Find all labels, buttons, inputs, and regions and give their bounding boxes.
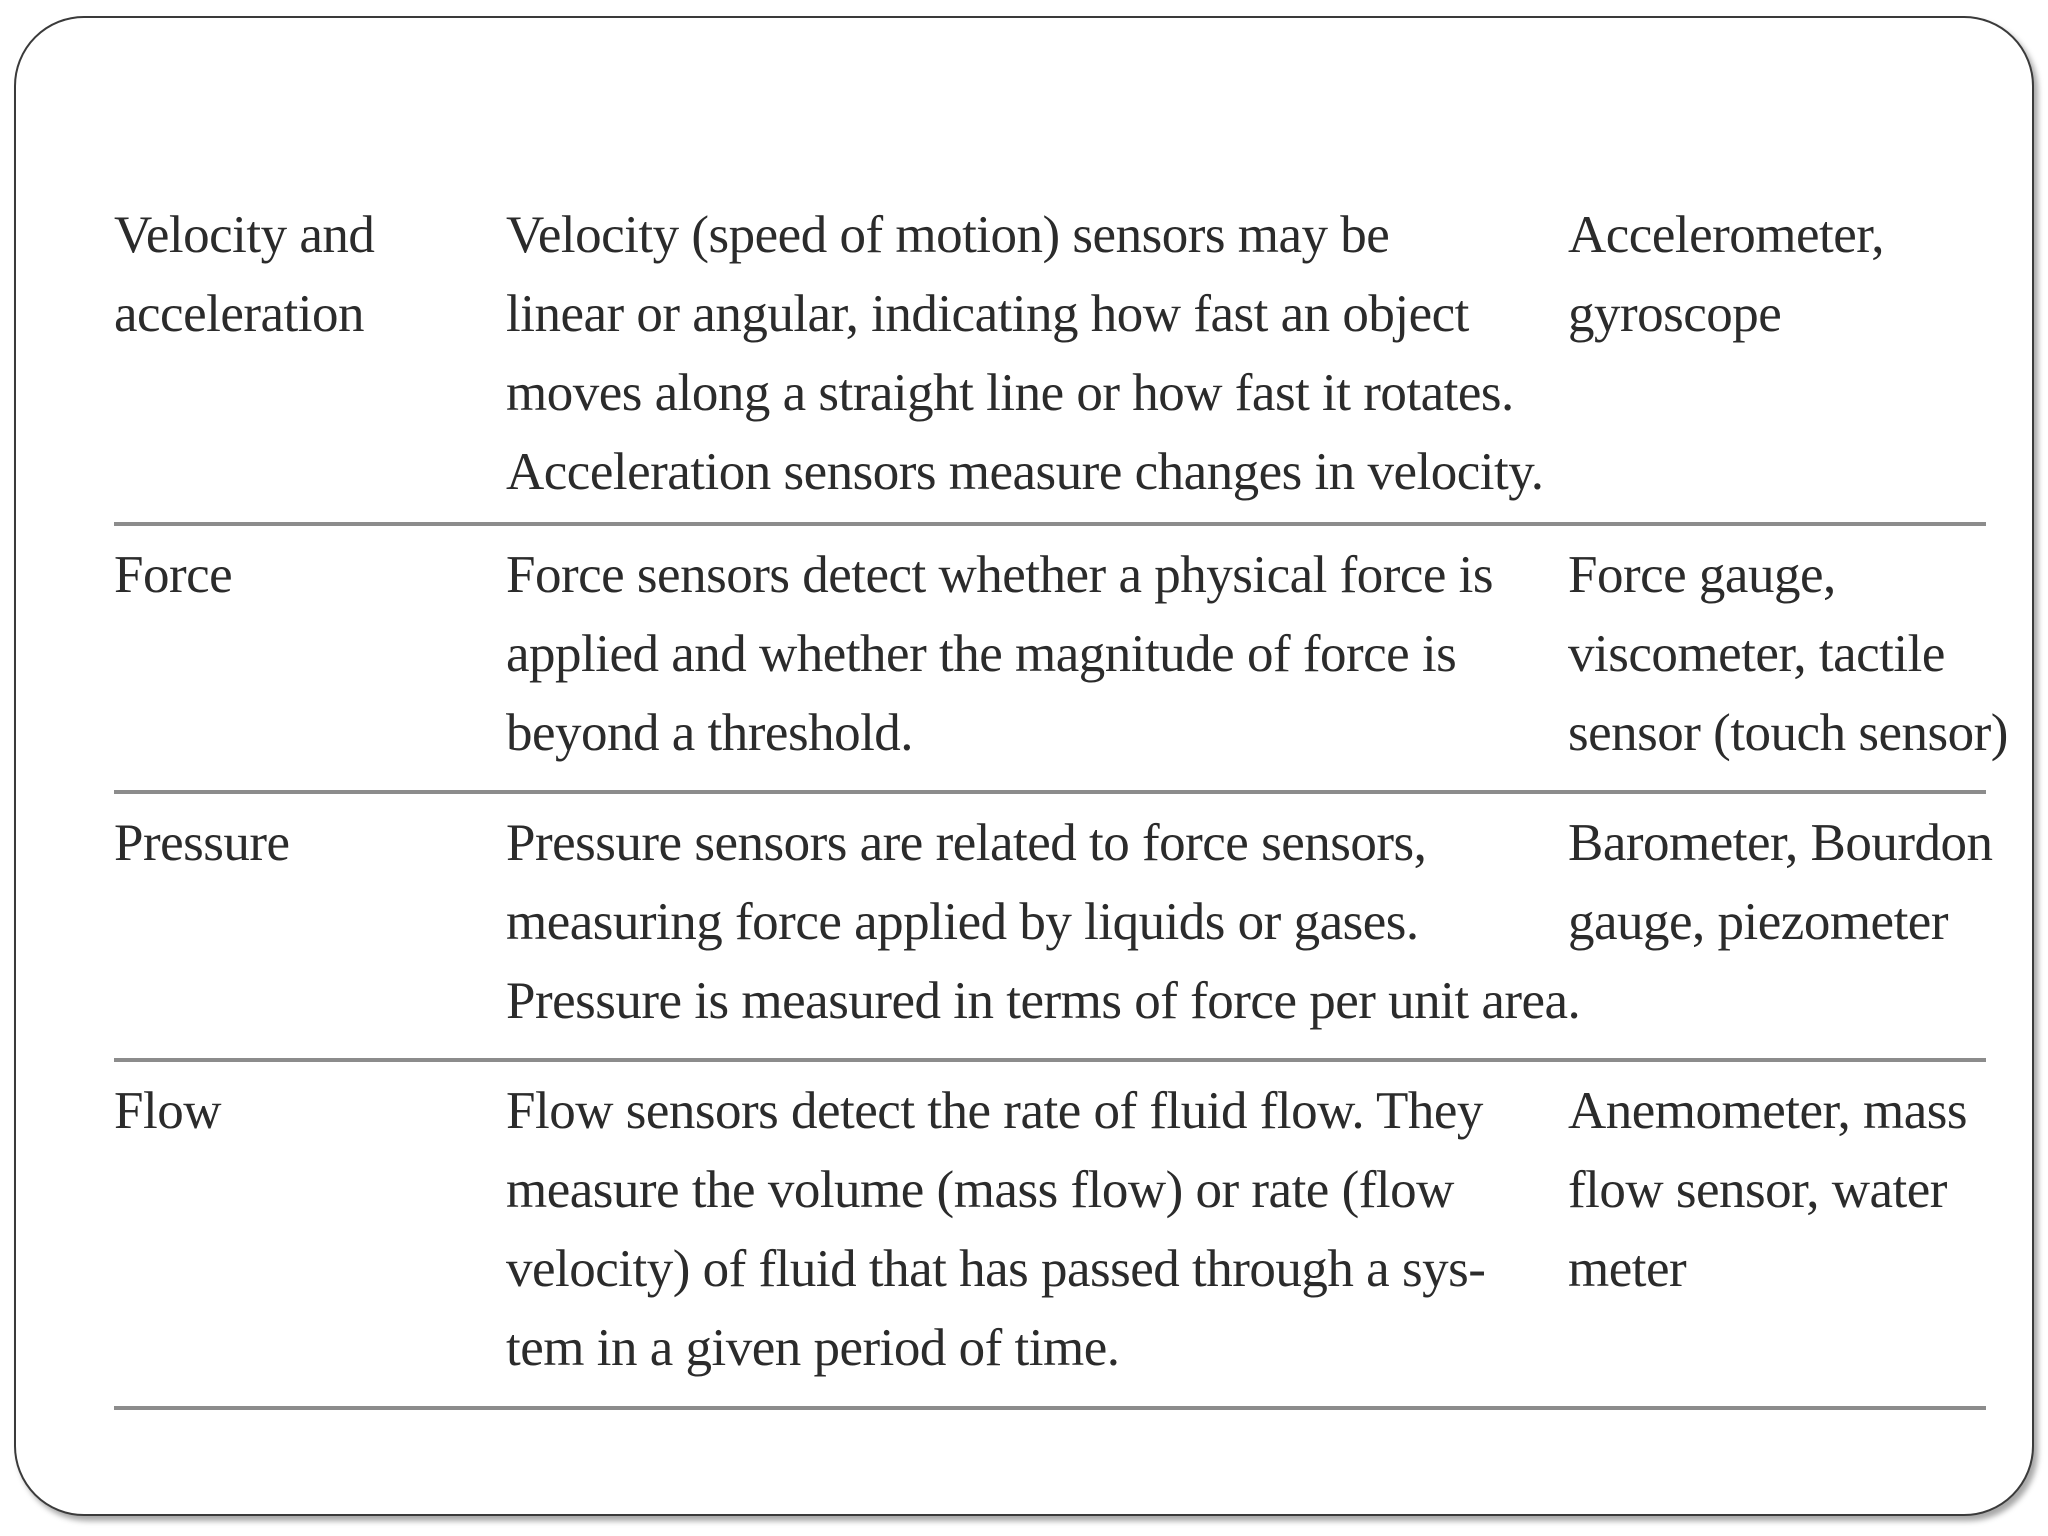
table-row <box>114 188 1986 526</box>
sensor-type-cell: Flow <box>114 1082 221 1140</box>
description-cell: Force sensors detect whether a physical force is applied and whether the magnitude of force is beyond a threshold. <box>506 546 1494 762</box>
sensor-type-cell: Pressure <box>114 814 290 872</box>
description-cell: Flow sensors detect the rate of fluid flow. They measure the volume (mass flow) or rate (flow velocity) of fluid that has passed through a sys- tem in a given period of time. <box>506 1082 1486 1377</box>
table-row <box>114 794 1993 1062</box>
sensor-table <box>114 188 2008 1410</box>
examples-cell: Barometer, Bourdon gauge, piezometer <box>1568 814 1993 951</box>
table-row <box>114 526 2008 794</box>
sensor-type-cell: Force <box>114 546 233 604</box>
description-cell: Velocity (speed of motion) sensors may be linear or angular, indicating how fast an object moves along a straight line or how fast it rotates. Acceleration sensors measure changes in velocity. <box>506 206 1544 501</box>
examples-cell: Anemometer, mass flow sensor, water meter <box>1568 1082 1968 1298</box>
table-row <box>114 1062 1986 1410</box>
sensor-type-cell: Velocity and acceleration <box>114 206 375 343</box>
description-cell: Pressure sensors are related to force sensors, measuring force applied by liquids or gases. Pressure is measured in terms of force per unit area. <box>506 814 1581 1030</box>
examples-cell: Accelerometer, gyroscope <box>1568 206 1885 343</box>
slide-frame <box>14 16 2034 1516</box>
examples-cell: Force gauge, viscometer, tactile sensor (touch sensor) <box>1568 546 2008 762</box>
